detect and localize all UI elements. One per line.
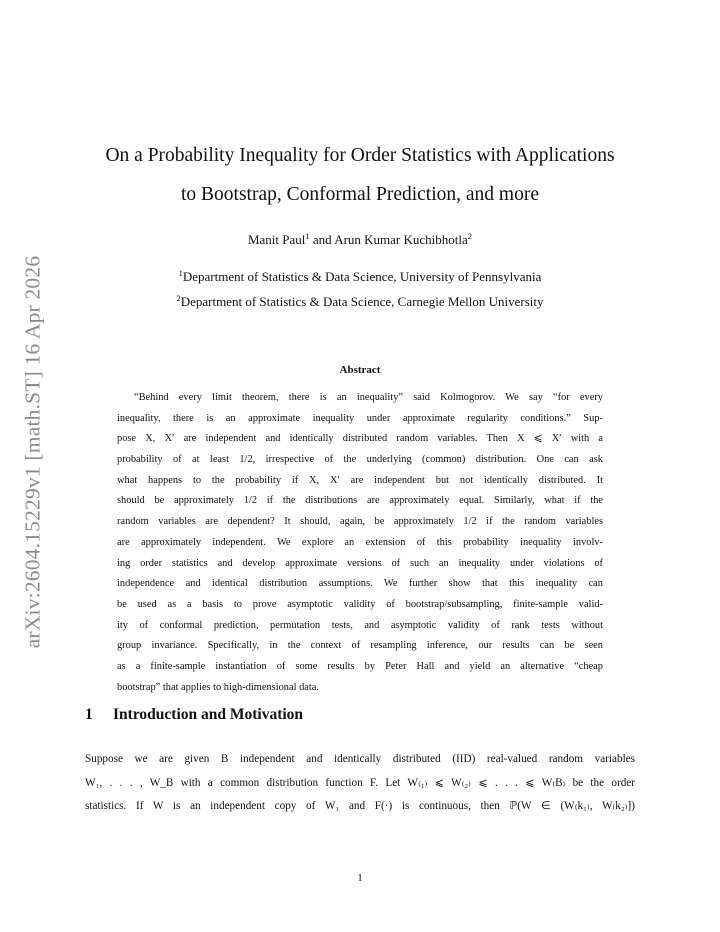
- abstract-line: pose X, X′ are independent and identically distributed random variables. Then X ⩽ X′ with a: [117, 433, 603, 445]
- abstract-line: ing order statistics and develop approximate versions of such an inequality under violations of: [117, 557, 603, 569]
- body-paragraph: [85, 748, 635, 819]
- abstract-line: bootstrap” that applies to high-dimensional data.: [117, 681, 319, 693]
- body-line: Suppose we are given B independent and identically distributed (IID) real-valued random variables: [85, 753, 635, 765]
- abstract-line: probability of at least 1/2, irrespective of the underlying (common) distribution. One can ask: [117, 454, 603, 466]
- section-heading: [85, 706, 303, 724]
- author-list: [70, 232, 650, 248]
- affiliation-2: [70, 294, 650, 310]
- section-title: Introduction and Motivation: [113, 706, 304, 723]
- section-number: 1: [85, 706, 93, 723]
- abstract-body: [117, 388, 603, 698]
- abstract-line: group invariance. Specifically, in the context of resampling inference, our results can be seen: [117, 640, 603, 652]
- abstract-line: what happens to the probability if X, X′ are independent but not identically distributed. It: [117, 474, 603, 486]
- affiliation-marker: 1: [305, 231, 310, 241]
- abstract-line: inequality, there is an approximate inequality under approximate regularity conditions.” Sup-: [117, 412, 603, 424]
- abstract-heading: Abstract: [339, 364, 381, 376]
- author-conjunction: and: [309, 232, 335, 247]
- abstract-line: random variables are dependent? It should, again, be approximately 1/2 if the random variables: [117, 516, 603, 528]
- affiliation-marker: 2: [467, 231, 473, 241]
- abstract-line: independence and identical distribution assumptions. We further show that this inequality can: [117, 578, 603, 590]
- author-name: Arun Kumar Kuchibhotla: [334, 232, 468, 247]
- body-line: W₁, . . . , W_B with a common distribution function F. Let W₍₁₎ ⩽ W₍₂₎ ⩽ . . . ⩽ W₍B₎ be the order: [85, 776, 635, 789]
- abstract-line: be used as a basis to prove asymptotic validity of bootstrap/subsampling, finite-sample valid-: [117, 598, 603, 610]
- paper-title-line-1: On a Probability Inequality for Order Statistics with Applications: [105, 145, 615, 166]
- body-line: statistics. If W is an independent copy of W₁ and F(·) is continuous, then ℙ(W ∈ (W₍k₁₎, W₍k₂₎]): [85, 800, 635, 812]
- abstract-line: ity of conformal prediction, permutation tests, and asymptotic validity of rank tests without: [117, 619, 603, 631]
- abstract-line: as a finite-sample instantiation of some results by Peter Hall and yield an alternative “cheap: [117, 660, 603, 672]
- arxiv-identifier-stamp: arXiv:2604.15229v1 [math.ST] 16 Apr 2026: [20, 255, 45, 649]
- affiliation-text: Department of Statistics & Data Science, University of Pennsylvania: [182, 269, 542, 284]
- affiliation-marker: 2: [176, 293, 181, 303]
- author-name: Manit Paul: [247, 232, 306, 247]
- abstract-line: “Behind every limit theorem, there is an inequality” said Kolmogorov. We say “for every: [134, 392, 603, 403]
- affiliation-text: Department of Statistics & Data Science, Carnegie Mellon University: [180, 294, 544, 309]
- abstract-line: should be approximately 1/2 if the distributions are approximately equal. Similarly, what if the: [117, 495, 603, 507]
- affiliation-1: [70, 269, 650, 285]
- paper-title-line-2: to Bootstrap, Conformal Prediction, and more: [181, 184, 539, 205]
- page-number: 1: [357, 872, 363, 884]
- abstract-line: are approximately independent. We explore an extension of this probability inequality involv-: [117, 536, 603, 548]
- affiliation-marker: 1: [178, 268, 183, 278]
